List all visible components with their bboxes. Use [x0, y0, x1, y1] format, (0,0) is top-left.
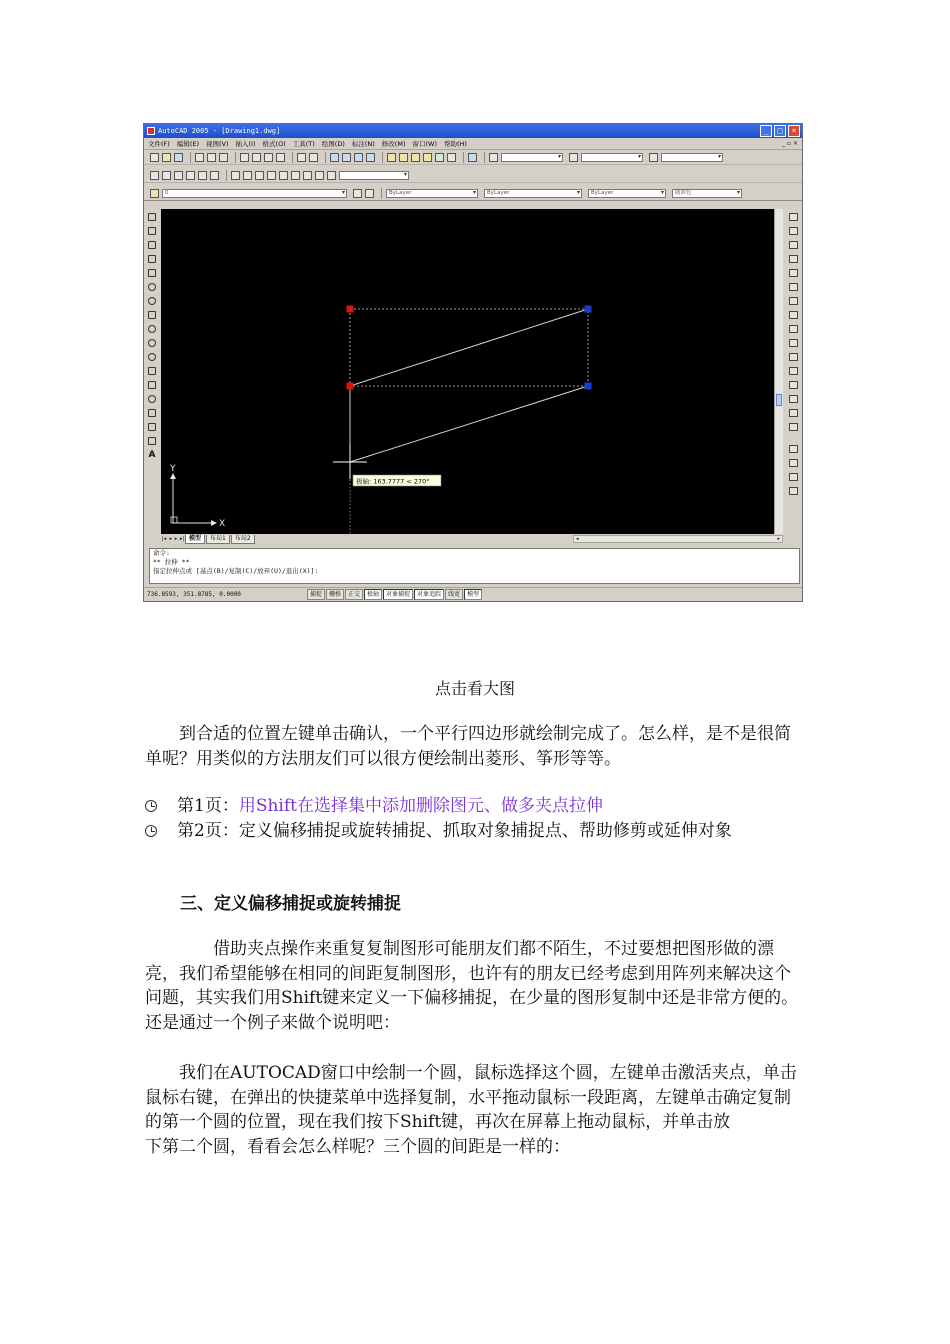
grip-cold-2[interactable] [585, 383, 592, 390]
layer-combo[interactable]: 0 ▾ [162, 189, 347, 198]
modify-toolbar [784, 209, 802, 554]
make-block-icon[interactable] [148, 381, 156, 389]
grip-hot-1[interactable] [347, 306, 354, 313]
command-prompt[interactable]: 指定拉伸点或 [基点(B)/复制(C)/放弃(U)/退出(X)]: [153, 567, 319, 575]
make-current-icon[interactable] [353, 189, 362, 198]
tab-prev-icon[interactable]: ◂ [168, 536, 172, 542]
properties-icon[interactable] [387, 153, 396, 162]
autocad-app-icon [147, 127, 155, 135]
layers-properties-toolbar [144, 186, 802, 201]
otrack-button[interactable]: 对象追踪 [414, 589, 444, 600]
minimize-button[interactable]: _ [760, 125, 772, 137]
copy-object-icon[interactable] [789, 227, 798, 235]
dim-ordinate-icon[interactable] [174, 171, 183, 180]
snap-button[interactable]: 捕捉 [307, 589, 325, 600]
dim-update-icon[interactable] [327, 171, 336, 180]
fillet-icon[interactable] [789, 409, 798, 417]
table-style-icon[interactable] [649, 153, 658, 162]
text-style-icon[interactable] [489, 153, 498, 162]
command-line-2: ** 拉伸 ** [153, 558, 190, 566]
bullet-2-prefix: 第2页： [177, 821, 239, 841]
plotstyle-combo[interactable]: 随颜色 ▾ [672, 189, 742, 198]
polygon-icon[interactable] [148, 255, 156, 263]
rectangle-icon[interactable] [148, 269, 156, 277]
command-line-1: 命令: [153, 549, 170, 557]
leader-icon[interactable] [267, 171, 276, 180]
menu-file[interactable]: 文件(F) [148, 140, 170, 148]
dim-edit-icon[interactable] [303, 171, 312, 180]
menu-help[interactable]: 帮助(H) [443, 140, 467, 148]
image-caption[interactable]: 点击看大图 [434, 679, 515, 698]
menu-bar [144, 138, 802, 150]
menu-window[interactable]: 窗口(W) [412, 140, 437, 148]
section-heading: 三、定义偏移捕捉或旋转捕捉 [180, 894, 401, 914]
point-icon[interactable] [148, 395, 156, 403]
calculator-icon[interactable] [447, 153, 456, 162]
dimension-toolbar [144, 168, 802, 183]
standard-toolbar [144, 150, 802, 165]
join-icon[interactable] [789, 381, 798, 389]
tab-first-icon[interactable]: |◂ [161, 536, 167, 542]
dim-style-select[interactable] [339, 171, 409, 180]
help-icon[interactable] [468, 153, 477, 162]
bring-above-icon[interactable] [789, 487, 798, 495]
grid-button[interactable]: 栅格 [326, 589, 344, 600]
menu-draw[interactable]: 绘图(D) [321, 140, 345, 148]
drawing-svg [161, 209, 774, 534]
break-icon[interactable] [789, 367, 798, 375]
markup-icon[interactable] [435, 153, 444, 162]
stretch-icon[interactable] [789, 325, 798, 333]
dim-angular-icon[interactable] [210, 171, 219, 180]
paragraph-2: 借助夹点操作来重复复制图形可能朋友们都不陌生，不过要想把图形做的漂亮，我们希望能够在相同的间距复制图形，也许有的朋友已经考虑到用阵列来解决这个问题，其实我们用Shift键来定义一下偏移捕捉，在少量的图形复制中还是非常方便的。还是通过一个例子来做个说明吧： [145, 939, 799, 1033]
ucs-origin-box [171, 517, 177, 523]
bring-front-icon[interactable] [789, 459, 798, 467]
tab-layout2[interactable]: 布局2 [231, 535, 255, 544]
menu-modify[interactable]: 修改(M) [381, 140, 406, 148]
coordinate-readout: 736.8593, 351.8785, 0.0000 [147, 591, 241, 598]
autocad-screenshot[interactable] [143, 123, 803, 602]
menu-tools[interactable]: 工具(T) [292, 140, 315, 148]
dim-style-combo[interactable] [581, 153, 643, 162]
ortho-button[interactable]: 正交 [345, 589, 363, 600]
draw-toolbar [144, 209, 160, 554]
dim-radius-icon[interactable] [186, 171, 195, 180]
hatch-icon[interactable] [148, 409, 156, 417]
tab-next-icon[interactable]: ▸ [174, 536, 178, 542]
top-edge [350, 309, 588, 386]
table-icon[interactable] [148, 437, 156, 445]
cut-icon[interactable] [240, 153, 249, 162]
circle-icon[interactable] [148, 297, 156, 305]
grip-hot-2[interactable] [347, 383, 354, 390]
dim-style-icon[interactable] [569, 153, 578, 162]
tab-last-icon[interactable]: ▸| [179, 536, 185, 542]
dim-text-edit-icon[interactable] [315, 171, 324, 180]
lineweight-button[interactable]: 线宽 [445, 589, 463, 600]
clock-icon [145, 800, 157, 812]
print-icon[interactable] [195, 153, 204, 162]
paste-icon[interactable] [264, 153, 273, 162]
menu-format[interactable]: 格式(O) [262, 140, 286, 148]
paragraph-1: 到合适的位置左键单击确认，一个平行四边形就绘制完成了。怎么样，是不是很简单呢？用类似的方法朋友们可以很方便绘制出菱形、筝形等等。 [145, 724, 791, 769]
page-1-link[interactable]: 用Shift在选择集中添加删除图元、做多夹点拉伸 [238, 796, 603, 816]
publish-icon[interactable] [219, 153, 228, 162]
move-icon[interactable] [789, 283, 798, 291]
ucs-x-label: X [219, 519, 226, 529]
scale-icon[interactable] [789, 311, 798, 319]
paragraph-3 [145, 1061, 805, 1159]
menu-edit[interactable]: 编辑(E) [176, 140, 199, 148]
paragraph-3-part-1: 我们在AUTOCAD窗口中绘制一个圆，鼠标选择这个圆，左键单击激活夹点，单击鼠标右键，在弹出的快捷菜单中选择复制，水平拖动鼠标一段距离，左键单击确定复制的第一个圆的位置，现在我们按下Shift键，再次在屏幕上拖动鼠标，并单击放 [145, 1063, 797, 1132]
tab-model[interactable]: 模型 [185, 535, 205, 544]
paragraph-3-part-2: 下第二个圆，看看会怎么样呢？三个圆的间距是一样的： [145, 1136, 570, 1157]
close-button[interactable]: × [788, 125, 800, 137]
arc-icon[interactable] [148, 283, 156, 291]
redo-icon[interactable] [309, 153, 318, 162]
bullet-page-1 [145, 794, 805, 818]
scroll-thumb[interactable] [776, 394, 782, 406]
text-style-combo[interactable] [501, 153, 563, 162]
sheet-set-icon[interactable] [423, 153, 432, 162]
model-button[interactable]: 模型 [464, 589, 482, 600]
document-window-buttons[interactable]: _ ▫ × [782, 140, 798, 147]
ucs-x-arrow [211, 520, 217, 526]
zoom-window-icon[interactable] [354, 153, 363, 162]
drawing-canvas[interactable] [161, 209, 774, 534]
status-bar [144, 587, 802, 601]
menu-insert[interactable]: 插入(I) [235, 140, 256, 148]
tolerance-icon[interactable] [279, 171, 288, 180]
bullet-2-text: 定义偏移捕捉或旋转捕捉、抓取对象捕捉点、帮助修剪或延伸对象 [238, 821, 732, 841]
dim-diameter-icon[interactable] [198, 171, 207, 180]
tool-palettes-icon[interactable] [411, 153, 420, 162]
dim-aligned-icon[interactable] [162, 171, 171, 180]
maximize-button[interactable]: □ [774, 125, 786, 137]
undo-icon[interactable] [297, 153, 306, 162]
zoom-previous-icon[interactable] [366, 153, 375, 162]
dim-baseline-icon[interactable] [243, 171, 252, 180]
polyline-icon[interactable] [148, 241, 156, 249]
osnap-button[interactable]: 对象捕捉 [383, 589, 413, 600]
open-icon[interactable] [162, 153, 171, 162]
polar-tooltip-text: 极轴: 163.7777 < 270° [356, 477, 430, 486]
menu-dimension[interactable]: 标注(N) [351, 140, 375, 148]
save-icon[interactable] [174, 153, 183, 162]
pan-icon[interactable] [330, 153, 339, 162]
quick-dim-icon[interactable] [231, 171, 240, 180]
window-titlebar [144, 124, 802, 138]
dim-continue-icon[interactable] [255, 171, 264, 180]
chamfer-icon[interactable] [789, 395, 798, 403]
menu-view[interactable]: 视图(V) [206, 140, 229, 148]
ellipse-icon[interactable] [148, 339, 156, 347]
polar-button[interactable]: 极轴 [364, 589, 382, 600]
insert-block-icon[interactable] [148, 367, 156, 375]
design-center-icon[interactable] [399, 153, 408, 162]
linetype-combo[interactable]: ByLayer ▾ [484, 189, 582, 198]
dim-linear-icon[interactable] [150, 171, 159, 180]
table-style-combo[interactable] [661, 153, 723, 162]
new-icon[interactable] [150, 153, 159, 162]
draw-order-icon[interactable] [789, 445, 798, 453]
offset-icon[interactable] [789, 255, 798, 263]
spline-icon[interactable] [148, 325, 156, 333]
vertical-scrollbar[interactable] [774, 209, 783, 534]
erase-icon[interactable] [789, 213, 798, 221]
array-icon[interactable] [789, 269, 798, 277]
bullet-page-2 [145, 819, 805, 843]
construction-line-icon[interactable] [148, 227, 156, 235]
line-icon[interactable] [148, 213, 156, 221]
layer-previous-icon[interactable] [365, 189, 374, 198]
rotate-icon[interactable] [789, 297, 798, 305]
match-properties-icon[interactable] [276, 153, 285, 162]
trim-icon[interactable] [789, 339, 798, 347]
send-back-icon[interactable] [789, 473, 798, 481]
layer-manager-icon[interactable] [150, 189, 159, 198]
clock-icon [145, 825, 157, 837]
command-window[interactable] [149, 548, 800, 584]
region-icon[interactable] [148, 423, 156, 431]
mirror-icon[interactable] [789, 241, 798, 249]
mtext-icon[interactable]: A [148, 450, 156, 460]
copy-icon[interactable] [252, 153, 261, 162]
grip-cold-1[interactable] [585, 306, 592, 313]
bullet-1-prefix: 第1页： [177, 796, 239, 816]
bottom-edge [350, 386, 588, 462]
horizontal-scrollbar[interactable]: ◂ ▸ [573, 535, 783, 543]
zoom-realtime-icon[interactable] [342, 153, 351, 162]
revcloud-icon[interactable] [148, 311, 156, 319]
layout-tabs [161, 534, 783, 544]
window-title: AutoCAD 2005 - [Drawing1.dwg] [158, 127, 281, 135]
preview-icon[interactable] [207, 153, 216, 162]
center-mark-icon[interactable] [291, 171, 300, 180]
ellipse-arc-icon[interactable] [148, 353, 156, 361]
ucs-y-label: Y [170, 464, 176, 474]
lineweight-combo[interactable]: ByLayer ▾ [588, 189, 666, 198]
extend-icon[interactable] [789, 353, 798, 361]
color-combo[interactable]: ByLayer ▾ [386, 189, 478, 198]
explode-icon[interactable] [789, 423, 798, 431]
tab-layout1[interactable]: 布局1 [206, 535, 230, 544]
